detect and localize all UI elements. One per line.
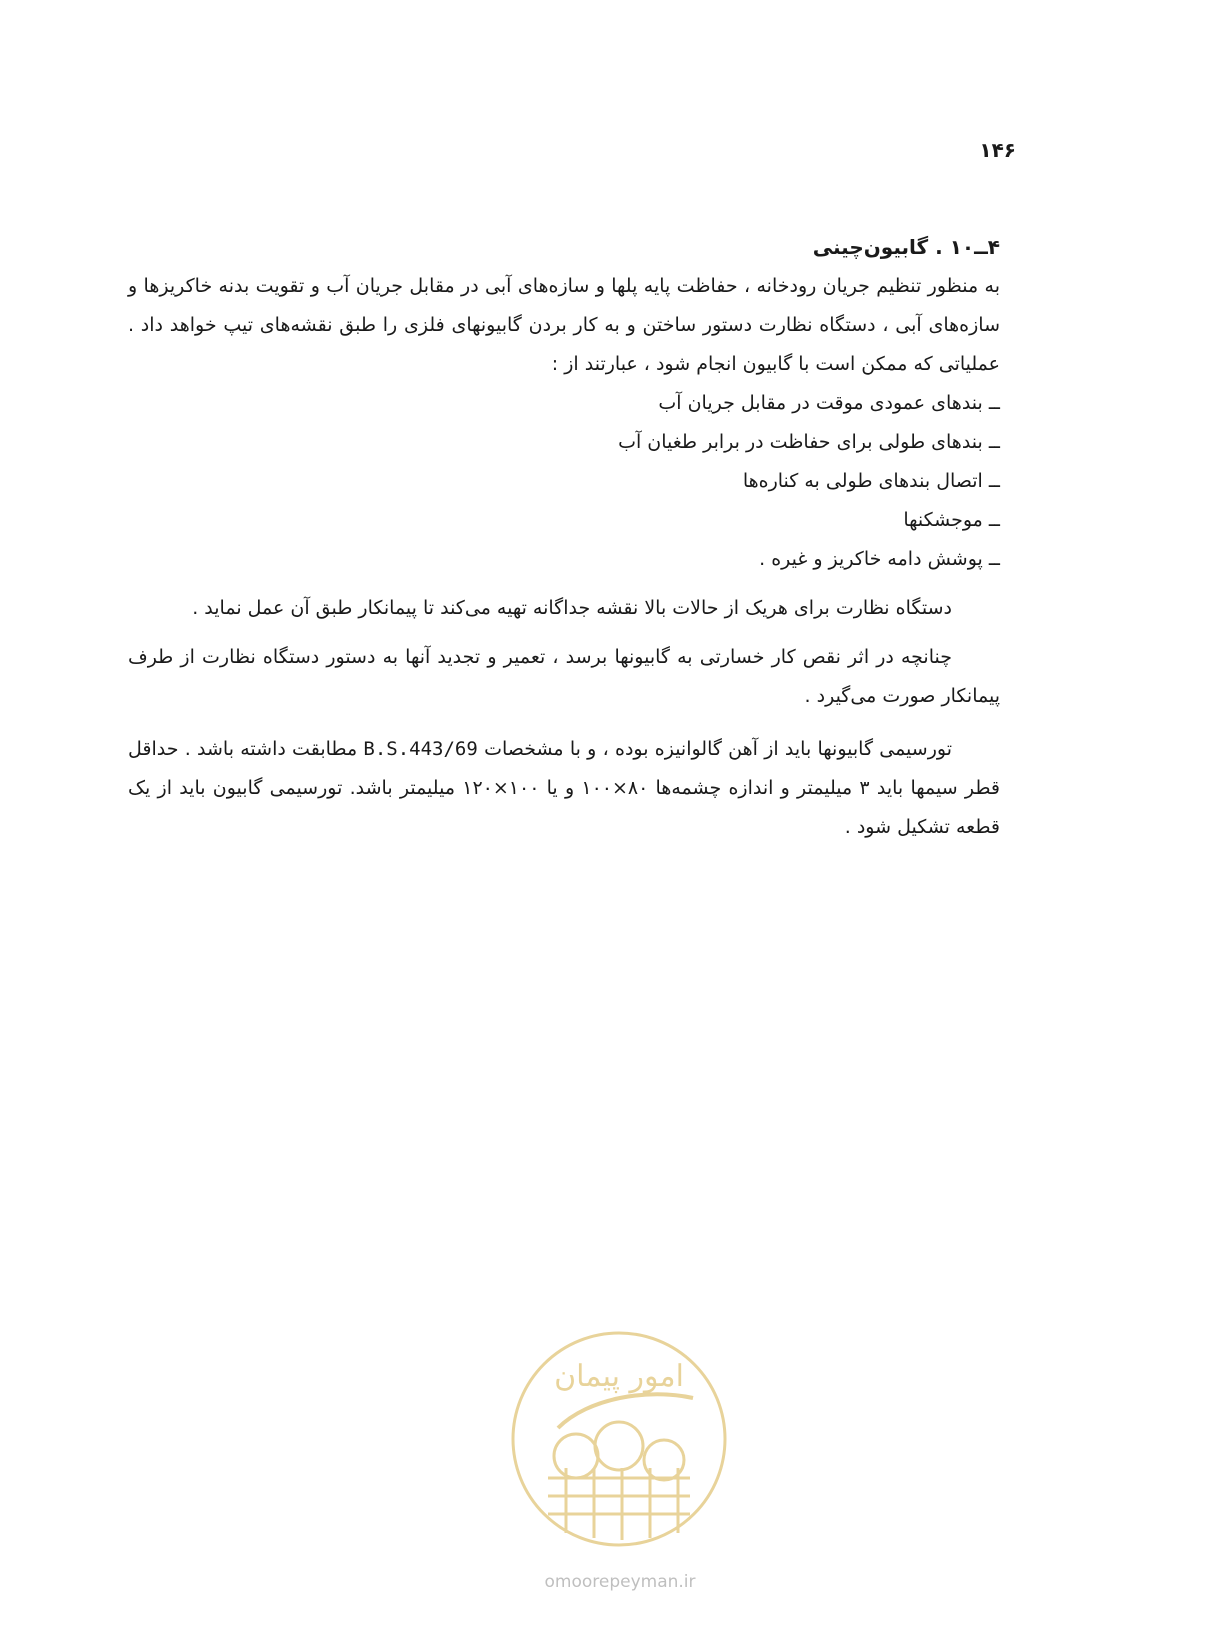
document-body <box>128 228 1000 847</box>
watermark-logo-text: امور پیمان <box>554 1359 684 1394</box>
watermark-url: omoorepeyman.ir <box>544 1572 696 1592</box>
list-item: ــ پوشش دامه خاکریز و غیره . <box>759 548 1000 570</box>
list-item: ــ بندهای عمودی موقت در مقابل جریان آب <box>658 392 1000 414</box>
watermark-logo <box>508 1328 730 1550</box>
supervision-paragraph: دستگاه نظارت برای هریک از حالات بالا نقشه جداگانه تهیه می‌کند تا پیمانکار طبق آن عمل نماید . <box>192 597 952 619</box>
repair-paragraph: چنانچه در اثر نقص کار خسارتی به گابیونها برسد ، تعمیر و تجدید آنها به دستور دستگاه نظارت از طرف پیمانکار صورت می‌گیرد . <box>128 646 1000 707</box>
standard-reference: B.S.443/69 <box>363 738 478 760</box>
wire-mesh-paragraph <box>128 730 1000 847</box>
wire-mesh-text-end: مطابقت داشته باشد . حداقل قطر سیمها باید ۳ میلیمتر و اندازه چشمه‌ها ۸۰×۱۰۰ و یا ۱۰۰×۱۲۰ میلیمتر باشد. تورسیمی گابیون باید از یک قطعه تشکیل شود . <box>128 738 1001 838</box>
list-item: ــ بندهای طولی برای حفاظت در برابر طغیان آب <box>618 431 1000 453</box>
wire-mesh-text-start: تورسیمی گابیونها باید از آهن گالوانیزه بوده ، و با مشخصات <box>484 738 952 760</box>
operations-list <box>128 384 1000 579</box>
section-heading: ۴ــ۱۰ . گابیون‌چینی <box>812 235 1000 259</box>
list-item: ــ اتصال بندهای طولی به کناره‌ها <box>742 470 1000 492</box>
page-number: ۱۴۶ <box>979 138 1016 162</box>
intro-paragraph: به منظور تنظیم جریان رودخانه ، حفاظت پایه پلها و سازه‌های آبی در مقابل جریان آب و تقویت بدنه خاکریزها و سازه‌های آبی ، دستگاه نظارت دستور ساختن و به کار بردن گابیونهای فلزی را طبق نقشه‌های تیپ خواهد داد . عملیاتی که ممکن است با گابیون انجام شود ، عبارتند از : <box>128 275 1000 375</box>
list-item: ــ موجشکنها <box>903 509 1000 531</box>
